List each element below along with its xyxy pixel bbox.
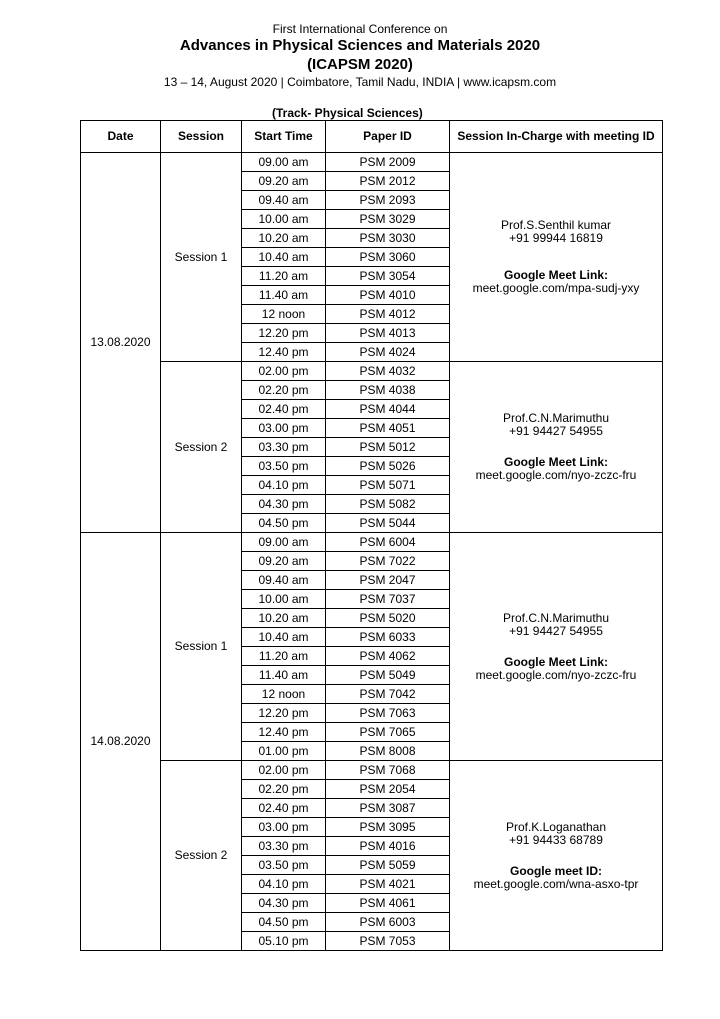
paper-id-cell: PSM 7037 (326, 590, 450, 609)
meet-link[interactable]: meet.google.com/nyo-zczc-fru (475, 667, 637, 682)
paper-id-cell: PSM 4051 (326, 419, 450, 438)
paper-id-cell: PSM 4024 (326, 343, 450, 362)
start-time-cell: 02.20 pm (242, 780, 326, 799)
start-time-cell: 01.00 pm (242, 742, 326, 761)
session-cell: Session 2 (161, 362, 242, 533)
paper-id-cell: PSM 5082 (326, 495, 450, 514)
conference-title: Advances in Physical Sciences and Materials 2020 (179, 37, 541, 54)
session-cell: Session 1 (161, 153, 242, 362)
start-time-cell: 09.40 am (242, 191, 326, 210)
incharge-name: Prof.S.Senthil kumar (500, 218, 612, 232)
paper-id-cell: PSM 3054 (326, 267, 450, 286)
start-time-cell: 09.00 am (242, 533, 326, 552)
table-row (81, 362, 663, 381)
start-time-cell: 10.00 am (242, 590, 326, 609)
paper-id-cell: PSM 5071 (326, 476, 450, 495)
col-header-session: Session (161, 121, 242, 153)
start-time-cell: 04.30 pm (242, 495, 326, 514)
paper-id-cell: PSM 4032 (326, 362, 450, 381)
paper-id-cell: PSM 5059 (326, 856, 450, 875)
start-time-cell: 12 noon (242, 305, 326, 324)
start-time-cell: 03.30 pm (242, 438, 326, 457)
incharge-cell (450, 533, 663, 761)
start-time-cell: 02.40 pm (242, 799, 326, 818)
start-time-cell: 03.00 pm (242, 419, 326, 438)
paper-id-cell: PSM 2047 (326, 571, 450, 590)
paper-id-cell: PSM 7063 (326, 704, 450, 723)
paper-id-cell: PSM 4012 (326, 305, 450, 324)
start-time-cell: 09.00 am (242, 153, 326, 172)
session-cell: Session 2 (161, 761, 242, 951)
paper-id-cell: PSM 4044 (326, 400, 450, 419)
start-time-cell: 11.40 am (242, 286, 326, 305)
date-cell: 13.08.2020 (81, 153, 161, 533)
incharge-cell (450, 153, 663, 362)
start-time-cell: 10.00 am (242, 210, 326, 229)
start-time-cell: 03.00 pm (242, 818, 326, 837)
paper-id-cell: PSM 5012 (326, 438, 450, 457)
paper-id-cell: PSM 6033 (326, 628, 450, 647)
schedule-body (81, 153, 663, 951)
start-time-cell: 12 noon (242, 685, 326, 704)
start-time-cell: 03.30 pm (242, 837, 326, 856)
paper-id-cell: PSM 2012 (326, 172, 450, 191)
meet-link[interactable]: meet.google.com/wna-asxo-tpr (473, 876, 639, 891)
col-header-start-time: Start Time (242, 121, 326, 153)
start-time-cell: 02.00 pm (242, 362, 326, 381)
session-cell: Session 1 (161, 533, 242, 761)
paper-id-cell: PSM 7065 (326, 723, 450, 742)
paper-id-cell: PSM 6003 (326, 913, 450, 932)
paper-id-cell: PSM 3030 (326, 229, 450, 248)
paper-id-cell: PSM 3087 (326, 799, 450, 818)
conference-details: 13 – 14, August 2020 | Coimbatore, Tamil Nadu, INDIA | www.icapsm.com (163, 75, 557, 89)
conference-acronym: (ICAPSM 2020) (307, 56, 413, 73)
table-row (81, 761, 663, 780)
paper-id-cell: PSM 7042 (326, 685, 450, 704)
paper-id-cell: PSM 8008 (326, 742, 450, 761)
start-time-cell: 10.20 am (242, 609, 326, 628)
start-time-cell: 12.20 pm (242, 324, 326, 343)
col-header-incharge: Session In-Charge with meeting ID (450, 121, 663, 153)
meet-link-label: Google Meet Link: (503, 654, 608, 669)
incharge-name: Prof.C.N.Marimuthu (502, 411, 610, 425)
start-time-cell: 02.00 pm (242, 761, 326, 780)
track-title: (Track- Physical Sciences) (272, 106, 423, 120)
paper-id-cell: PSM 2054 (326, 780, 450, 799)
paper-id-cell: PSM 5049 (326, 666, 450, 685)
paper-id-cell: PSM 4021 (326, 875, 450, 894)
paper-id-cell: PSM 3029 (326, 210, 450, 229)
paper-id-cell: PSM 4038 (326, 381, 450, 400)
paper-id-cell: PSM 6004 (326, 533, 450, 552)
start-time-cell: 10.40 am (242, 248, 326, 267)
start-time-cell: 11.20 am (242, 647, 326, 666)
incharge-phone: +91 94433 68789 (509, 832, 603, 847)
incharge-phone: +91 94427 54955 (509, 424, 603, 438)
conference-intro: First International Conference on (272, 22, 448, 36)
paper-id-cell: PSM 4010 (326, 286, 450, 305)
paper-id-cell: PSM 5020 (326, 609, 450, 628)
col-header-date: Date (81, 121, 161, 153)
start-time-cell: 03.50 pm (242, 856, 326, 875)
paper-id-cell: PSM 5026 (326, 457, 450, 476)
paper-id-cell: PSM 2009 (326, 153, 450, 172)
incharge-phone: +91 94427 54955 (509, 623, 603, 638)
start-time-cell: 10.40 am (242, 628, 326, 647)
start-time-cell: 05.10 pm (242, 932, 326, 951)
paper-id-cell: PSM 3060 (326, 248, 450, 267)
start-time-cell: 04.10 pm (242, 476, 326, 495)
table-row (81, 153, 663, 172)
paper-id-cell: PSM 7053 (326, 932, 450, 951)
paper-id-cell: PSM 3095 (326, 818, 450, 837)
meet-link[interactable]: meet.google.com/mpa-sudj-yxy (472, 281, 640, 295)
start-time-cell: 10.20 am (242, 229, 326, 248)
start-time-cell: 03.50 pm (242, 457, 326, 476)
meet-link[interactable]: meet.google.com/nyo-zczc-fru (475, 468, 637, 482)
table-header-row (81, 121, 663, 153)
incharge-cell (450, 761, 663, 951)
incharge-name: Prof.K.Loganathan (505, 819, 607, 834)
start-time-cell: 11.40 am (242, 666, 326, 685)
start-time-cell: 12.40 pm (242, 343, 326, 362)
paper-id-cell: PSM 5044 (326, 514, 450, 533)
incharge-cell (450, 362, 663, 533)
start-time-cell: 09.40 am (242, 571, 326, 590)
paper-id-cell: PSM 4062 (326, 647, 450, 666)
start-time-cell: 12.40 pm (242, 723, 326, 742)
meet-link-label: Google Meet Link: (503, 268, 608, 282)
paper-id-cell: PSM 2093 (326, 191, 450, 210)
date-cell: 14.08.2020 (81, 533, 161, 951)
start-time-cell: 12.20 pm (242, 704, 326, 723)
start-time-cell: 04.10 pm (242, 875, 326, 894)
start-time-cell: 04.50 pm (242, 514, 326, 533)
col-header-paper-id: Paper ID (326, 121, 450, 153)
start-time-cell: 11.20 am (242, 267, 326, 286)
paper-id-cell: PSM 4016 (326, 837, 450, 856)
start-time-cell: 09.20 am (242, 172, 326, 191)
start-time-cell: 02.40 pm (242, 400, 326, 419)
meet-link-label: Google meet ID: (509, 863, 602, 878)
incharge-name: Prof.C.N.Marimuthu (502, 610, 610, 625)
start-time-cell: 02.20 pm (242, 381, 326, 400)
start-time-cell: 09.20 am (242, 552, 326, 571)
meet-link-label: Google Meet Link: (503, 455, 608, 469)
paper-id-cell: PSM 7068 (326, 761, 450, 780)
start-time-cell: 04.30 pm (242, 894, 326, 913)
incharge-phone: +91 99944 16819 (509, 231, 603, 245)
table-row (81, 533, 663, 552)
schedule-table (80, 120, 663, 951)
paper-id-cell: PSM 4013 (326, 324, 450, 343)
paper-id-cell: PSM 7022 (326, 552, 450, 571)
start-time-cell: 04.50 pm (242, 913, 326, 932)
paper-id-cell: PSM 4061 (326, 894, 450, 913)
